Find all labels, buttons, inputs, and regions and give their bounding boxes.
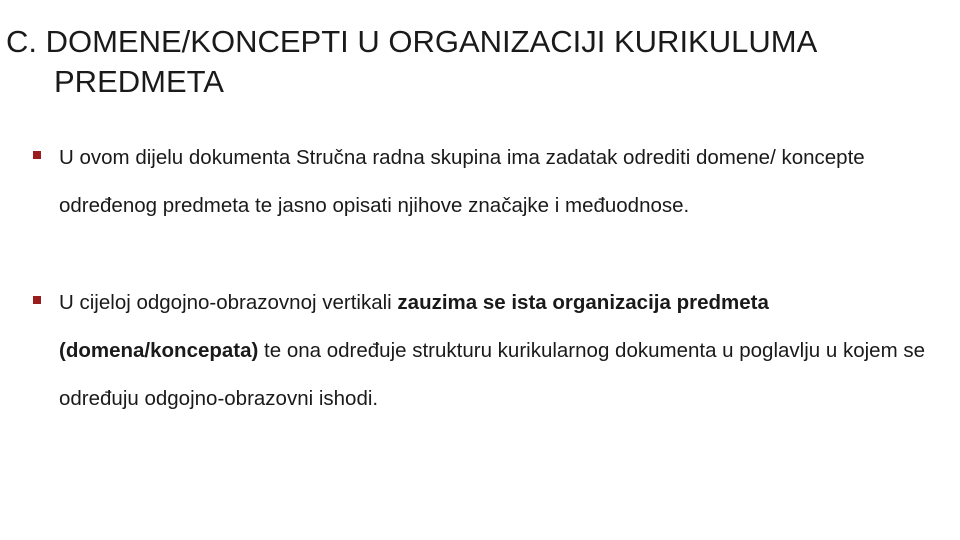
- bullet-item-1: [33, 134, 948, 230]
- slide-title: [6, 22, 926, 102]
- slide-title-line1: C. DOMENE/KONCEPTI U ORGANIZACIJI KURIKULUMA: [6, 24, 818, 59]
- bullet-list: [33, 134, 948, 423]
- square-bullet-icon: [33, 151, 41, 159]
- bullet-item-2: [33, 279, 948, 423]
- slide-title-line2: PREDMETA: [54, 64, 224, 99]
- square-bullet-icon: [33, 296, 41, 304]
- bullet-item-1-text: U ovom dijelu dokumenta Stručna radna skupina ima zadatak odrediti domene/ koncepte određenog predmeta te jasno opisati njihove značajke i međuodnose.: [59, 146, 865, 217]
- bullet-item-2-text-before: U cijeloj odgojno-obrazovnoj vertikali: [59, 291, 398, 314]
- bullet-item-2-text-after: te ona određuje strukturu kurikularnog dokumenta u poglavlju u kojem se određuju odgojno-obrazovni ishodi.: [59, 339, 925, 410]
- bullet-item-2-text-bold: zauzima se ista organizacija predmeta (domena/koncepata): [59, 291, 769, 362]
